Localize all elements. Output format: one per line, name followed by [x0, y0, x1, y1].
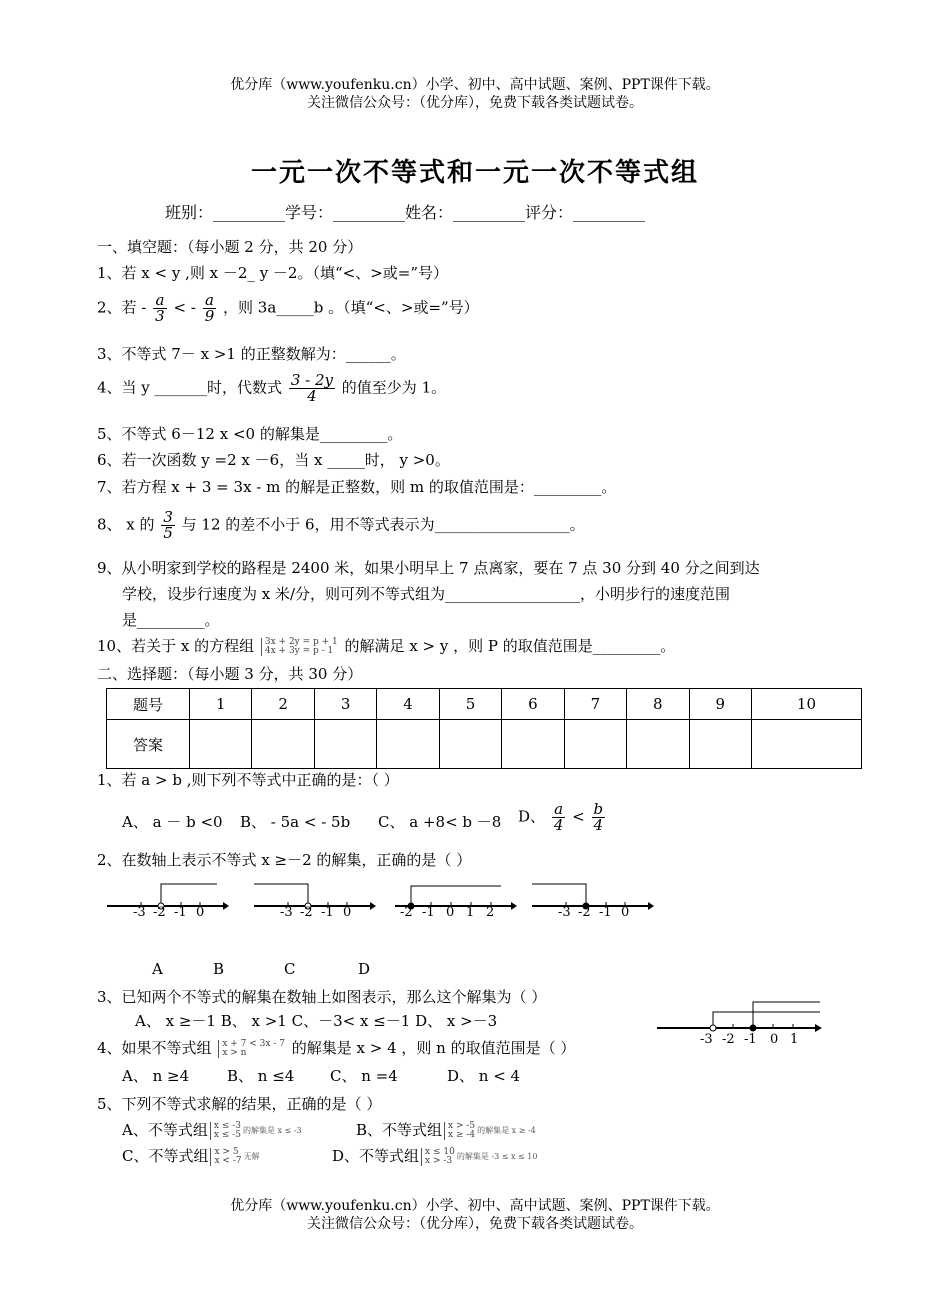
fill-q9-line3: 是_________。: [122, 611, 220, 629]
fill-q2-post: ，则 3a_____b 。（填“<、>或=”号）: [223, 298, 479, 317]
choice-q2: 2、在数轴上表示不等式 x ≥－2 的解集，正确的是（ ）: [97, 851, 472, 869]
table-cell: 2: [252, 689, 314, 720]
fill-q8-post: 与 12 的差不小于 6，用不等式表示为__________________。: [181, 515, 585, 534]
choice-q5-opt-b-system: x > -5 x ≥ -4: [444, 1122, 475, 1140]
choice-q5-opt-a: [122, 1120, 302, 1141]
tick-label: -1: [744, 1032, 757, 1047]
choice-q1: 1、若 a > b ,则下列不等式中正确的是：（ ）: [97, 771, 399, 789]
answer-cell-4[interactable]: [377, 720, 439, 769]
table-cell: 3: [314, 689, 376, 720]
answer-cell-6[interactable]: [502, 720, 564, 769]
choice-q5-opt-a-system: x ≤ -3 x ≤ -5: [210, 1122, 241, 1140]
tick-label: -2: [578, 905, 591, 920]
choice-q1-opt-d-frac2: $\frac{b}{4}$: [593, 800, 604, 834]
choice-q4-pre: 4、如果不等式组: [97, 1039, 212, 1057]
tick-label: 0: [770, 1032, 779, 1047]
table-cell: 7: [564, 689, 626, 720]
table-cell: 题号: [107, 689, 190, 720]
fill-q4-frac: $\frac{3 - 2y}{4}$: [290, 371, 334, 405]
header-line-2: 关注微信公众号：（优分库），免费下载各类试题试卷。: [307, 95, 643, 111]
tick-label: -1: [422, 905, 435, 920]
fill-q8: [97, 510, 585, 541]
choice-q1-opt-d: [518, 802, 607, 833]
answer-cell-10[interactable]: [751, 720, 861, 769]
table-cell: 1: [190, 689, 252, 720]
tick-label: 2: [486, 905, 495, 920]
fill-q8-frac: $\frac{3}{5}$: [163, 508, 173, 542]
choice-q4-post: 的解集是 x > 4 ，则 n 的取值范围是（ ）: [291, 1039, 576, 1057]
tick-label: 0: [446, 905, 455, 920]
fill-q2-frac1: $\frac{a}{3}$: [155, 291, 165, 325]
tick-label: -3: [133, 905, 146, 920]
student-info-line: 班别：_________学号：_________姓名：_________评分：_________: [165, 203, 646, 222]
choice-q1-opt-d-frac1: $\frac{a}{4}$: [553, 800, 564, 834]
table-cell: 答案: [107, 720, 190, 769]
tick-label: -3: [280, 905, 293, 920]
fill-q4: [97, 373, 446, 404]
choice-q4-system: x + 7 < 3x - 7 x > n: [218, 1040, 285, 1058]
choice-q5-opt-d-label: D、不等式组: [332, 1147, 420, 1165]
number-line-b: [252, 878, 377, 923]
fill-q2-pre: 2、若 -: [97, 298, 147, 317]
section1-heading: 一、填空题：（每小题 2 分，共 20 分）: [97, 238, 363, 256]
tick-label: -3: [700, 1032, 713, 1047]
tick-label: 0: [621, 905, 630, 920]
tick-label: -1: [599, 905, 612, 920]
fill-q10-system: 3x + 2y = p + 1 4x + 3y = p - 1: [261, 638, 338, 656]
choice-q5-opt-c-label: C、不等式组: [122, 1147, 209, 1165]
fill-q7: 7、若方程 x + 3 = 3x - m 的解是正整数，则 m 的取值范围是：_________。: [97, 478, 617, 496]
choice-q5-opt-b-result: 的解集是 x ≥ -4: [477, 1126, 536, 1135]
fill-q1: 1、若 x < y ,则 x －2_ y －2。（填“<、>或=”号）: [97, 264, 449, 282]
fill-q5: 5、不等式 6－12 x <0 的解集是_________。: [97, 425, 403, 443]
fill-q4-post: 的值至少为 1。: [341, 378, 447, 397]
tick-label: -1: [321, 905, 334, 920]
fill-q10-pre: 10、若关于 x 的方程组: [97, 637, 255, 655]
choice-q5-opt-a-result: 的解集是 x ≤ -3: [242, 1126, 302, 1135]
choice-q5-opt-d: [332, 1146, 537, 1167]
choice-q1-opt-d-label: D、: [518, 807, 546, 826]
header-line-1: 优分库（www.youfenku.cn）小学、初中、高中试题、案例、PPT课件下载。: [230, 77, 720, 93]
answer-cell-5[interactable]: [439, 720, 501, 769]
choice-q2-label-c: C: [284, 960, 296, 978]
answer-cell-1[interactable]: [190, 720, 252, 769]
fill-q10: [97, 636, 675, 656]
number-line-a: [105, 878, 230, 923]
table-cell: 4: [377, 689, 439, 720]
choice-q5-opt-b: [356, 1120, 536, 1141]
choice-q2-label-a: A: [152, 960, 163, 978]
tick-label: 1: [466, 905, 475, 920]
fill-q3: 3、不等式 7－ x >1 的正整数解为：______。: [97, 345, 406, 363]
table-cell: 6: [502, 689, 564, 720]
tick-label: -2: [722, 1032, 735, 1047]
tick-label: 0: [343, 905, 352, 920]
answer-cell-9[interactable]: [689, 720, 751, 769]
section2-heading: 二、选择题：（每小题 3 分，共 30 分）: [97, 665, 363, 683]
choice-q3-opts: A、 x ≥－1 B、 x >1 C、－3< x ≤－1 D、 x >－3: [135, 1012, 498, 1030]
tick-label: -2: [400, 905, 413, 920]
choice-q5-opt-d-system: x ≤ 10 x > -3: [421, 1148, 455, 1166]
tick-label: -3: [558, 905, 571, 920]
number-line-d: [530, 878, 655, 923]
choice-q5-opt-a-label: A、不等式组: [122, 1121, 208, 1139]
page-title: 一元一次不等式和一元一次不等式组: [250, 158, 699, 188]
tick-label: 0: [196, 905, 205, 920]
choice-q4-opt-b: B、 n ≤4: [227, 1067, 295, 1085]
choice-q2-label-b: B: [213, 960, 225, 978]
choice-q4-opt-d: D、 n < 4: [447, 1067, 521, 1085]
footer-line-1: 优分库（www.youfenku.cn）小学、初中、高中试题、案例、PPT课件下载。: [230, 1198, 720, 1214]
fill-q2-frac2: $\frac{a}{9}$: [204, 291, 215, 325]
choice-q4: [97, 1038, 575, 1058]
table-cell: 5: [439, 689, 501, 720]
fill-q8-pre: 8、 x 的: [97, 515, 155, 534]
choice-q1-opt-b: B、 - 5a < - 5b: [240, 813, 351, 831]
choice-q4-opt-c: C、 n =4: [330, 1067, 398, 1085]
fill-q6: 6、若一次函数 y =2 x －6，当 x _____时， y >0。: [97, 451, 450, 469]
choice-q5-opt-b-label: B、不等式组: [356, 1121, 443, 1139]
tick-label: -2: [153, 905, 166, 920]
tick-label: -1: [174, 905, 187, 920]
choice-q2-label-d: D: [358, 960, 371, 978]
choice-q5-opt-c-result: 无解: [243, 1152, 260, 1161]
fill-q2-mid: < -: [173, 298, 196, 317]
tick-label: 1: [790, 1032, 799, 1047]
choice-q1-opt-a: A、 a － b <0: [122, 813, 223, 831]
number-line-q3: [655, 998, 825, 1038]
choice-q3: 3、已知两个不等式的解集在数轴上如图表示，那么这个解集为（ ）: [97, 988, 547, 1006]
choice-q5-opt-d-result: 的解集是 -3 ≤ x ≤ 10: [456, 1152, 538, 1161]
table-cell: 9: [689, 689, 751, 720]
fill-q9-line1: 9、从小明家到学校的路程是 2400 米，如果小明早上 7 点离家，要在 7 点 30 分到 40 分之间到达: [97, 559, 760, 577]
answer-cell-2[interactable]: [252, 720, 314, 769]
fill-q10-post: 的解满足 x > y ，则 P 的取值范围是_________。: [344, 637, 676, 655]
footer-line-2: 关注微信公众号：（优分库），免费下载各类试题试卷。: [307, 1216, 643, 1232]
choice-q5-opt-c-system: x > 5 x < -7: [210, 1148, 241, 1166]
choice-q5-opt-c: [122, 1146, 260, 1167]
answer-cell-7[interactable]: [564, 720, 626, 769]
choice-q5: 5、下列不等式求解的结果，正确的是（ ）: [97, 1095, 382, 1113]
table-cell: 10: [751, 689, 861, 720]
fill-q9-line2: 学校，设步行速度为 x 米/分，则可列不等式组为__________________，小明步行的速度范围: [122, 585, 731, 603]
answer-table: [106, 688, 862, 769]
fill-q4-pre: 4、当 y _______时，代数式: [97, 378, 283, 397]
table-cell: 8: [627, 689, 689, 720]
choice-q1-opt-d-lt: <: [572, 807, 585, 826]
answer-cell-8[interactable]: [627, 720, 689, 769]
fill-q2: [97, 293, 479, 324]
choice-q4-opt-a: A、 n ≥4: [122, 1067, 190, 1085]
answer-cell-3[interactable]: [314, 720, 376, 769]
tick-label: -2: [300, 905, 313, 920]
choice-q1-opt-c: C、 a +8< b －8: [378, 813, 502, 831]
